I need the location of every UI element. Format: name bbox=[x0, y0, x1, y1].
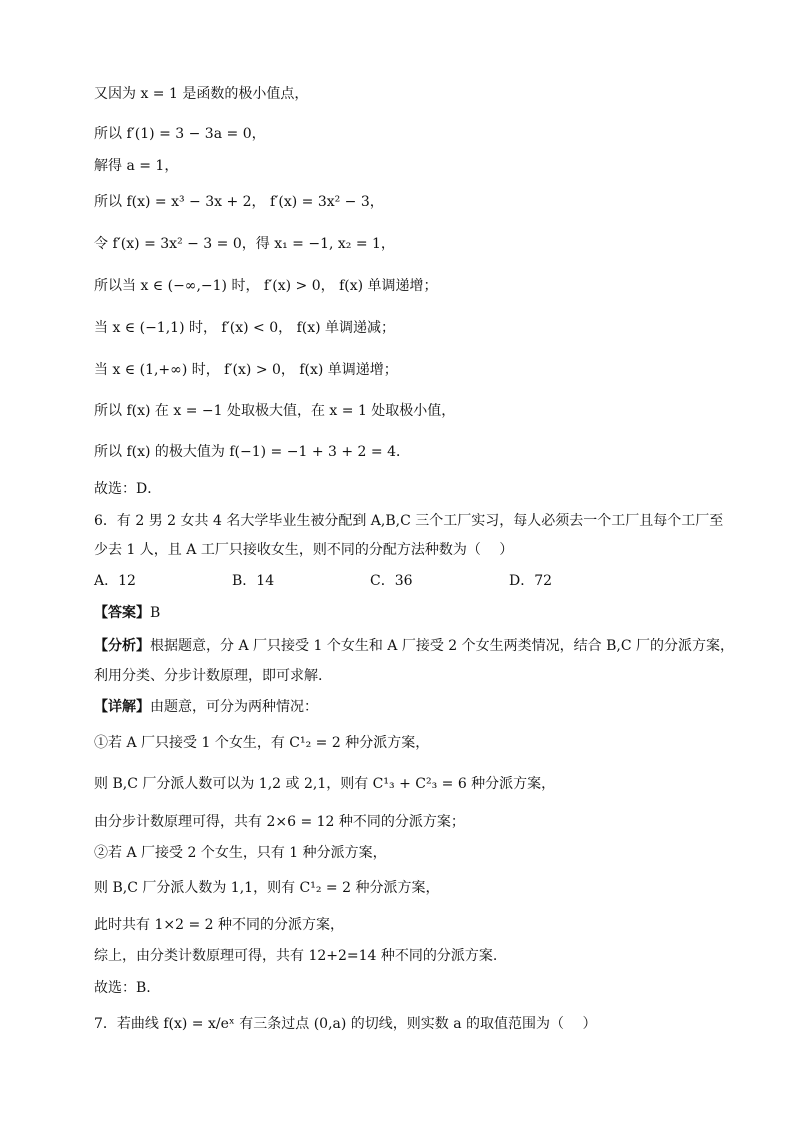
detail-line: 则 B,C 厂分派人数为 1,1，则有 C¹₂ = 2 种分派方案， bbox=[94, 880, 440, 896]
text-line: 所以当 x ∈ (−∞,−1) 时， f′(x) > 0， f(x) 单调递增； bbox=[94, 278, 438, 294]
detail-text: 由题意，可分为两种情况： bbox=[150, 699, 318, 715]
text-line: 所以 f(x) = x³ − 3x + 2， f′(x) = 3x² − 3， bbox=[94, 194, 384, 210]
analysis-tag: 【分析】 bbox=[94, 638, 150, 654]
detail-line bbox=[94, 697, 318, 717]
detail-tag: 【详解】 bbox=[94, 699, 150, 715]
question-stem: 6．有 2 男 2 女共 4 名大学毕业生被分配到 A,B,C 三个工厂实习，每人必须去一个工厂且每个工厂至 bbox=[94, 513, 724, 529]
option-d: D．72 bbox=[509, 573, 553, 589]
text-line: 所以 f(x) 的极大值为 f(−1) = −1 + 3 + 2 = 4． bbox=[94, 444, 410, 460]
text-line: 所以 f(x) 在 x = −1 处取极大值，在 x = 1 处取极小值， bbox=[94, 403, 456, 419]
text-line: 解得 a = 1， bbox=[94, 158, 179, 174]
detail-line: 此时共有 1×2 = 2 种不同的分派方案， bbox=[94, 917, 344, 933]
question-stem: 少去 1 人，且 A 工厂只接收女生，则不同的分配方法种数为（ ） bbox=[94, 542, 514, 558]
detail-line: ①若 A 厂只接受 1 个女生，有 C¹₂ = 2 种分派方案， bbox=[94, 735, 430, 751]
analysis-line-2: 利用分类、分步计数原理，即可求解. bbox=[94, 668, 323, 684]
answer-value: B bbox=[150, 605, 161, 621]
text-line: 当 x ∈ (1,+∞) 时， f′(x) > 0， f(x) 单调递增； bbox=[94, 362, 398, 378]
text-line: 当 x ∈ (−1,1) 时， f′(x) < 0， f(x) 单调递减； bbox=[94, 320, 396, 336]
text-line: 令 f′(x) = 3x² − 3 = 0，得 x₁ = −1, x₂ = 1， bbox=[94, 236, 395, 252]
detail-line: 则 B,C 厂分派人数可以为 1,2 或 2,1，则有 C¹₃ + C²₃ = 6 种分派方案， bbox=[94, 776, 556, 792]
question-7: 7．若曲线 f(x) = x/eˣ 有三条过点 (0,a) 的切线，则实数 a 的取值范围为（ ） bbox=[94, 1016, 597, 1032]
detail-line: ②若 A 厂接受 2 个女生，只有 1 种分派方案， bbox=[94, 845, 387, 861]
text-line: 又因为 x = 1 是函数的极小值点， bbox=[94, 86, 309, 102]
detail-line: 综上，由分类计数原理可得，共有 12+2=14 种不同的分派方案. bbox=[94, 948, 498, 964]
detail-line: 由分步计数原理可得，共有 2×6 = 12 种不同的分派方案； bbox=[94, 814, 465, 830]
option-b: B．14 bbox=[232, 573, 275, 589]
option-a: A．12 bbox=[94, 573, 136, 589]
answer-line bbox=[94, 603, 160, 623]
analysis-text: 根据题意，分 A 厂只接受 1 个女生和 A 厂接受 2 个女生两类情况，结合 B,C 厂的分派方案， bbox=[150, 638, 734, 654]
analysis-line bbox=[94, 636, 734, 656]
text-line: 故选：D． bbox=[94, 481, 162, 497]
option-c: C．36 bbox=[370, 573, 413, 589]
detail-line: 故选：B. bbox=[94, 980, 151, 996]
answer-tag: 【答案】 bbox=[94, 605, 150, 621]
text-line: 所以 f′(1) = 3 − 3a = 0， bbox=[94, 126, 266, 142]
